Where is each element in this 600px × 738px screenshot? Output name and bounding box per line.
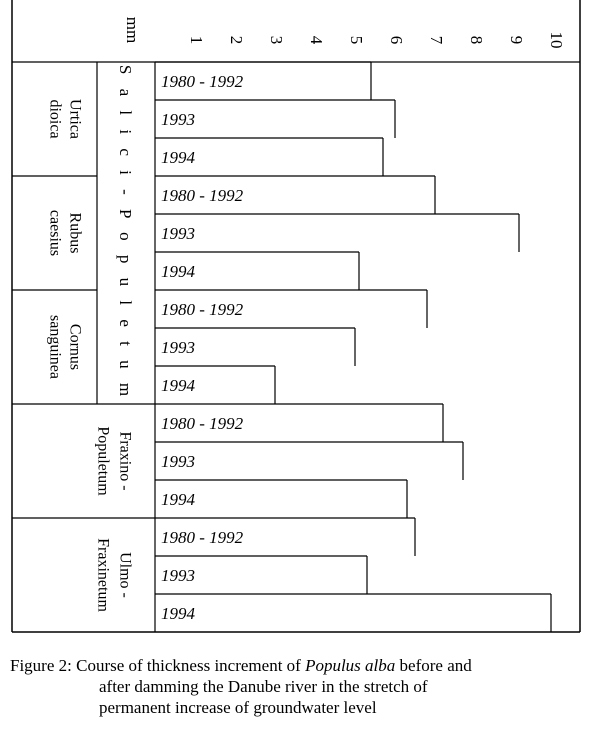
period-label: 1980 - 1992	[161, 528, 244, 547]
tick-label: 9	[507, 35, 526, 45]
tick-label: 1	[187, 35, 206, 45]
tick-label: 10	[547, 31, 566, 49]
period-label: 1994	[161, 490, 195, 509]
period-label: 1980 - 1992	[161, 300, 244, 319]
period-label: 1994	[161, 604, 195, 623]
plant-label: dioica	[46, 99, 64, 139]
plant-label: Rubus	[66, 212, 84, 254]
plant-label: Cornus	[66, 323, 84, 371]
caption-line2: after damming the Danube river in the stretch of	[99, 677, 428, 696]
caption-line1-suffix: before and	[395, 656, 472, 675]
tick-label: 8	[467, 35, 486, 45]
tick-label: 3	[267, 35, 286, 45]
tick-label: 5	[347, 35, 366, 45]
figure-caption	[10, 655, 590, 718]
period-label: 1994	[161, 148, 195, 167]
plant-label: Urtica	[66, 99, 84, 139]
period-label: 1993	[161, 452, 195, 471]
tick-label: 6	[387, 35, 406, 45]
period-label: 1994	[161, 376, 195, 395]
period-label: 1993	[161, 338, 195, 357]
tick-label: 2	[227, 35, 246, 45]
period-label: 1980 - 1992	[161, 186, 244, 205]
period-label: 1980 - 1992	[161, 414, 244, 433]
plant-label: sanguinea	[46, 315, 64, 379]
period-label: 1993	[161, 224, 195, 243]
caption-prefix: Figure 2: Course of thickness increment of	[10, 656, 306, 675]
plant-label: caesius	[46, 209, 64, 257]
association-label-ulmo: Ulmo -	[116, 552, 134, 598]
association-label-fraxino: Populetum	[94, 426, 112, 496]
period-label: 1980 - 1992	[161, 72, 244, 91]
unit-label: mm	[123, 16, 142, 44]
association-label-ulmo: Fraxinetum	[94, 538, 112, 612]
association-label-salici: S a l i c i - P o p u l e t u m	[116, 64, 135, 402]
period-label: 1994	[161, 262, 195, 281]
period-label: 1993	[161, 110, 195, 129]
tick-label: 7	[427, 35, 446, 45]
row-labels-layer	[47, 65, 244, 623]
period-label: 1993	[161, 566, 195, 585]
caption-line3: permanent increase of groundwater level	[99, 698, 377, 717]
value-axis	[123, 17, 566, 49]
tick-label: 4	[307, 35, 326, 45]
association-label-fraxino: Fraxino -	[116, 431, 134, 491]
caption-species: Populus alba	[305, 656, 396, 675]
